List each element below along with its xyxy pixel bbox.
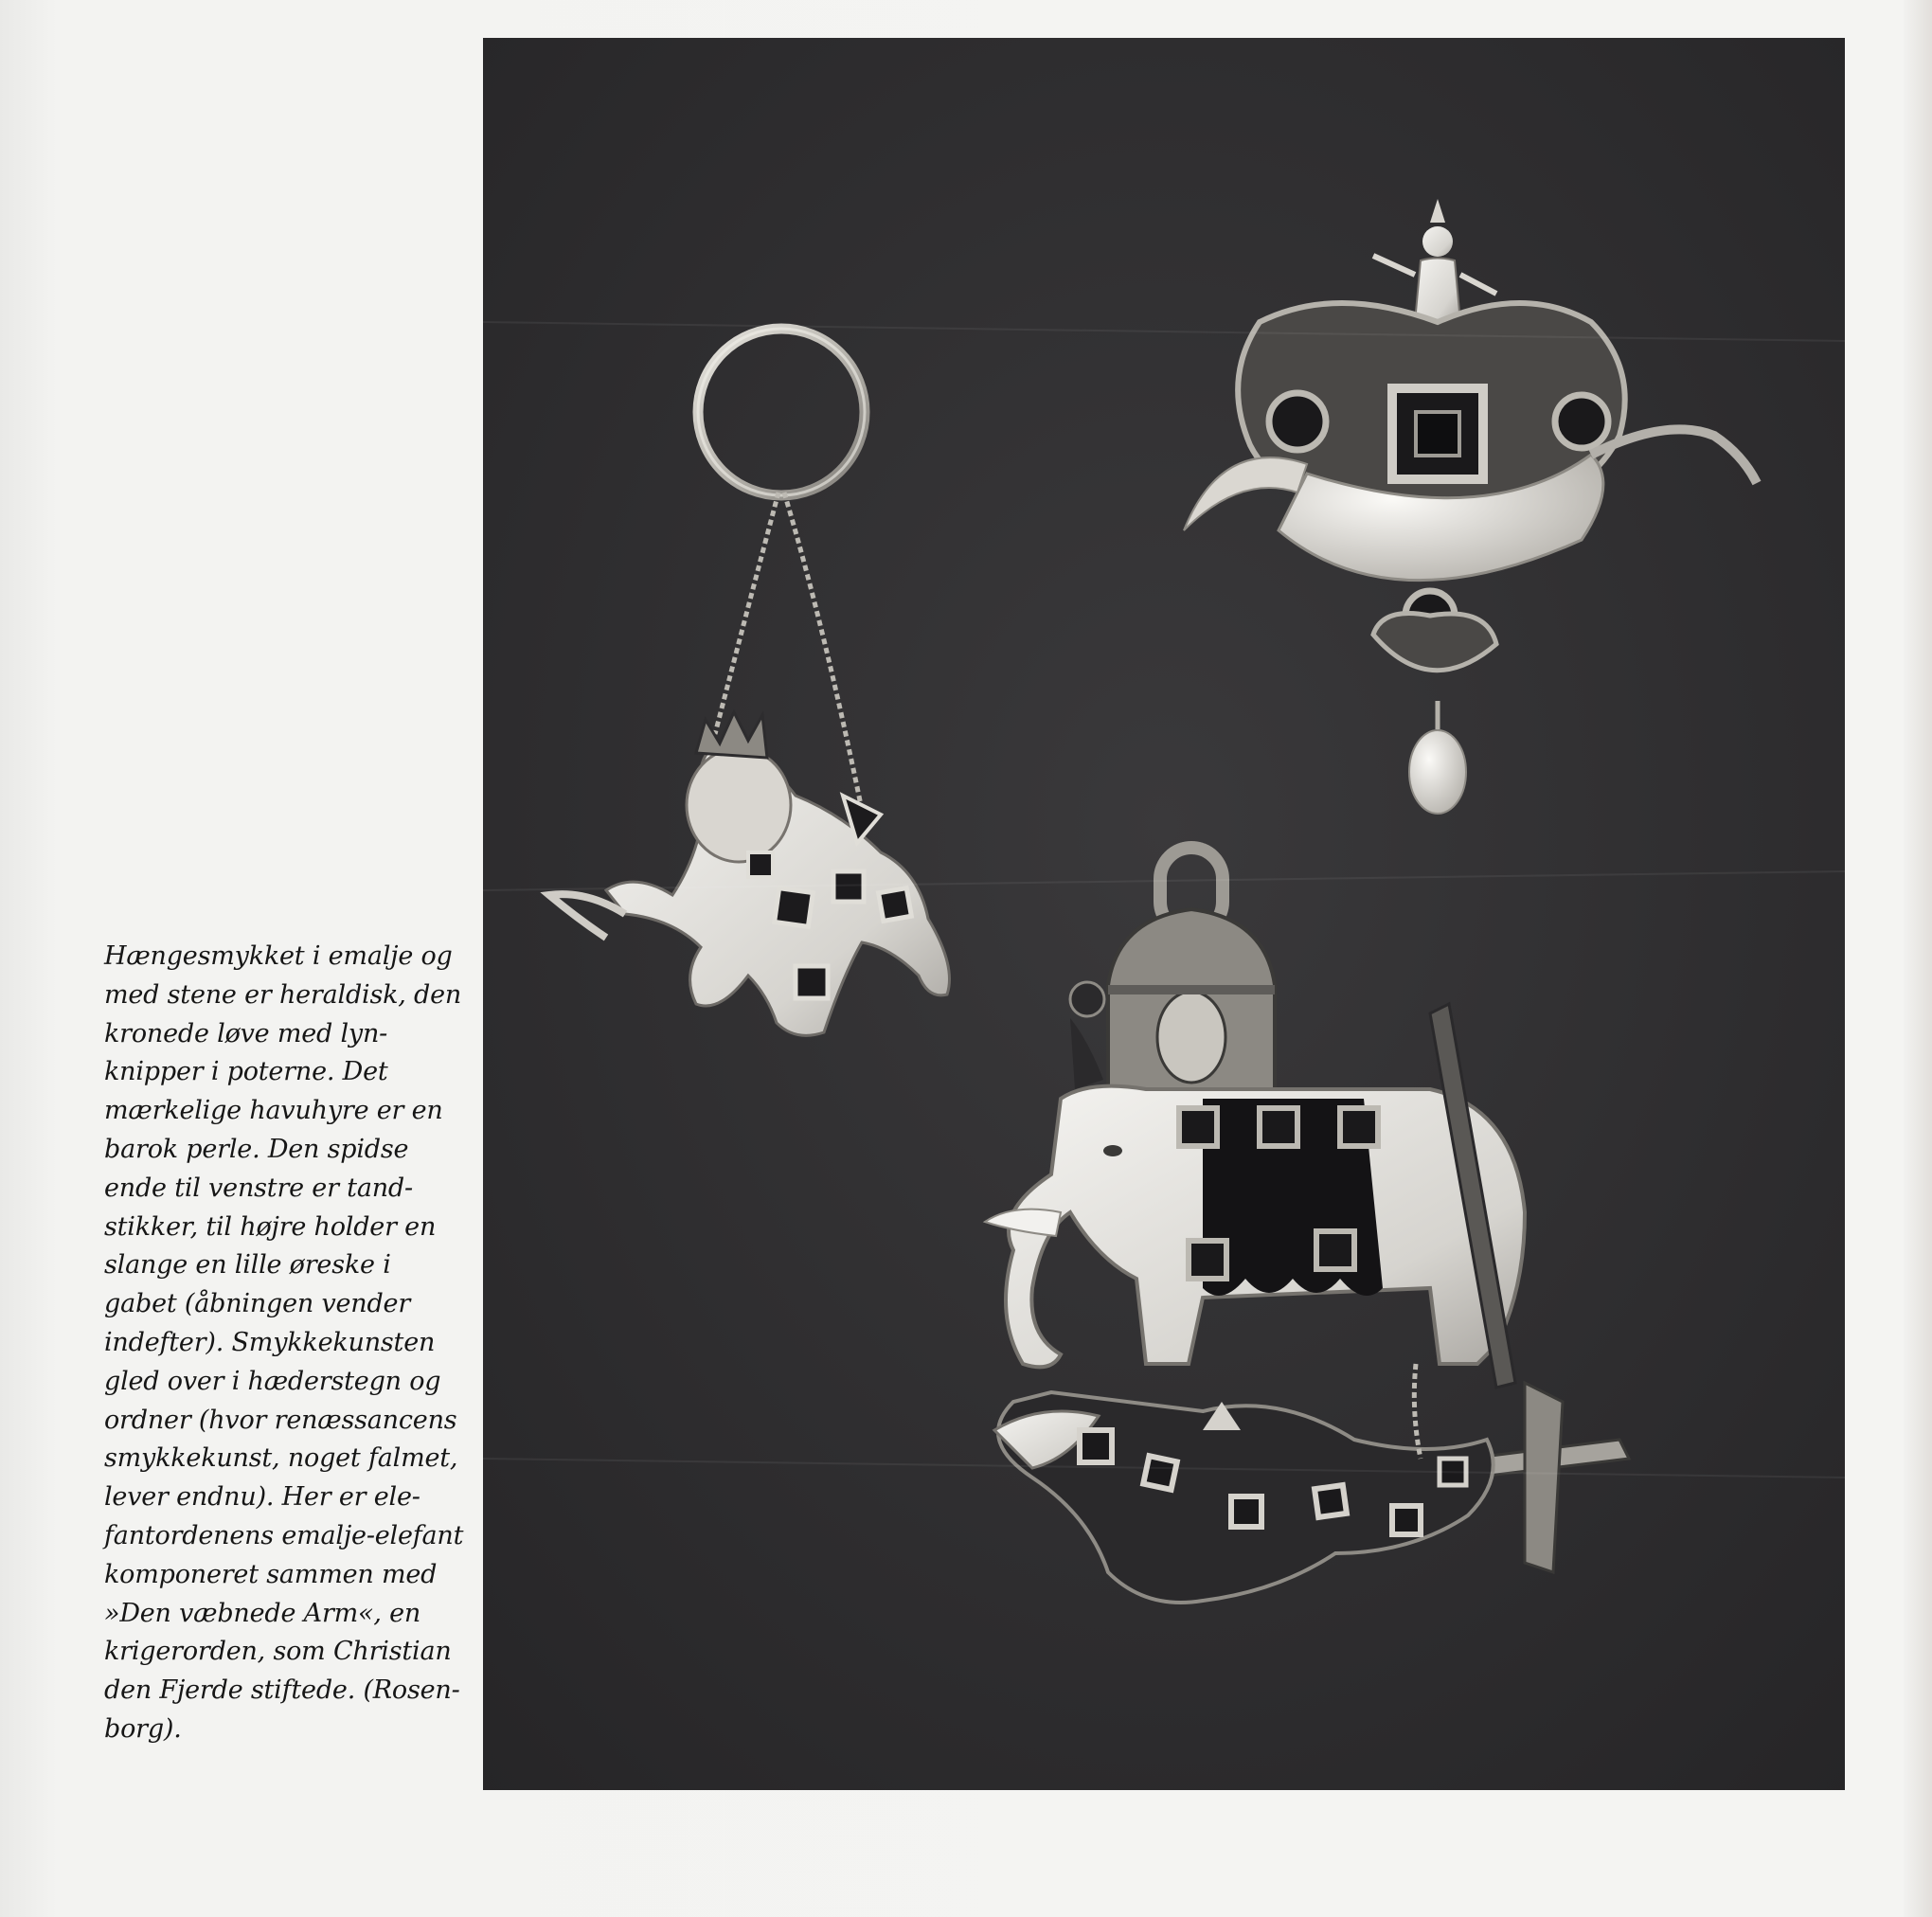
caption-line: gabet (åbningen vender xyxy=(104,1289,411,1319)
caption-line: krigerorden, som Christian xyxy=(104,1637,452,1667)
caption-line: gled over i hæderstegn og xyxy=(104,1366,441,1396)
jewelry-photograph xyxy=(483,38,1845,1790)
caption-line: ende til venstre er tand- xyxy=(104,1173,413,1203)
caption-line: den Fjerde stiftede. (Rosen- xyxy=(104,1675,460,1706)
caption-line: knipper i poterne. Det xyxy=(104,1057,388,1087)
jewelry-photo-illustration xyxy=(483,38,1845,1790)
caption-line: mærkelige havuhyre er en xyxy=(104,1096,443,1126)
caption-line: Hængesmykket i emalje og xyxy=(104,941,453,971)
caption-line: komponeret sammen med xyxy=(104,1559,438,1589)
caption-line: kronede løve med lyn- xyxy=(104,1018,388,1048)
caption-line: smykkekunst, noget falmet, xyxy=(104,1443,458,1474)
caption-line: lever endnu). Her er ele- xyxy=(104,1482,420,1513)
caption-line: »Den væbnede Arm«, en xyxy=(104,1598,421,1628)
caption-line: indefter). Smykkekunsten xyxy=(104,1327,436,1357)
page-edge xyxy=(1904,0,1932,1917)
caption-line: stikker, til højre holder en xyxy=(104,1211,437,1242)
caption-line: fantordenens emalje-elefant xyxy=(104,1520,464,1550)
caption-line: borg). xyxy=(104,1713,182,1744)
photo-caption xyxy=(104,938,464,1749)
caption-line: slange en lille øreske i xyxy=(104,1250,391,1281)
caption-line: ordner (hvor renæssancens xyxy=(104,1405,457,1435)
caption-line: med stene er heraldisk, den xyxy=(104,979,462,1010)
caption-line: barok perle. Den spidse xyxy=(104,1134,409,1164)
